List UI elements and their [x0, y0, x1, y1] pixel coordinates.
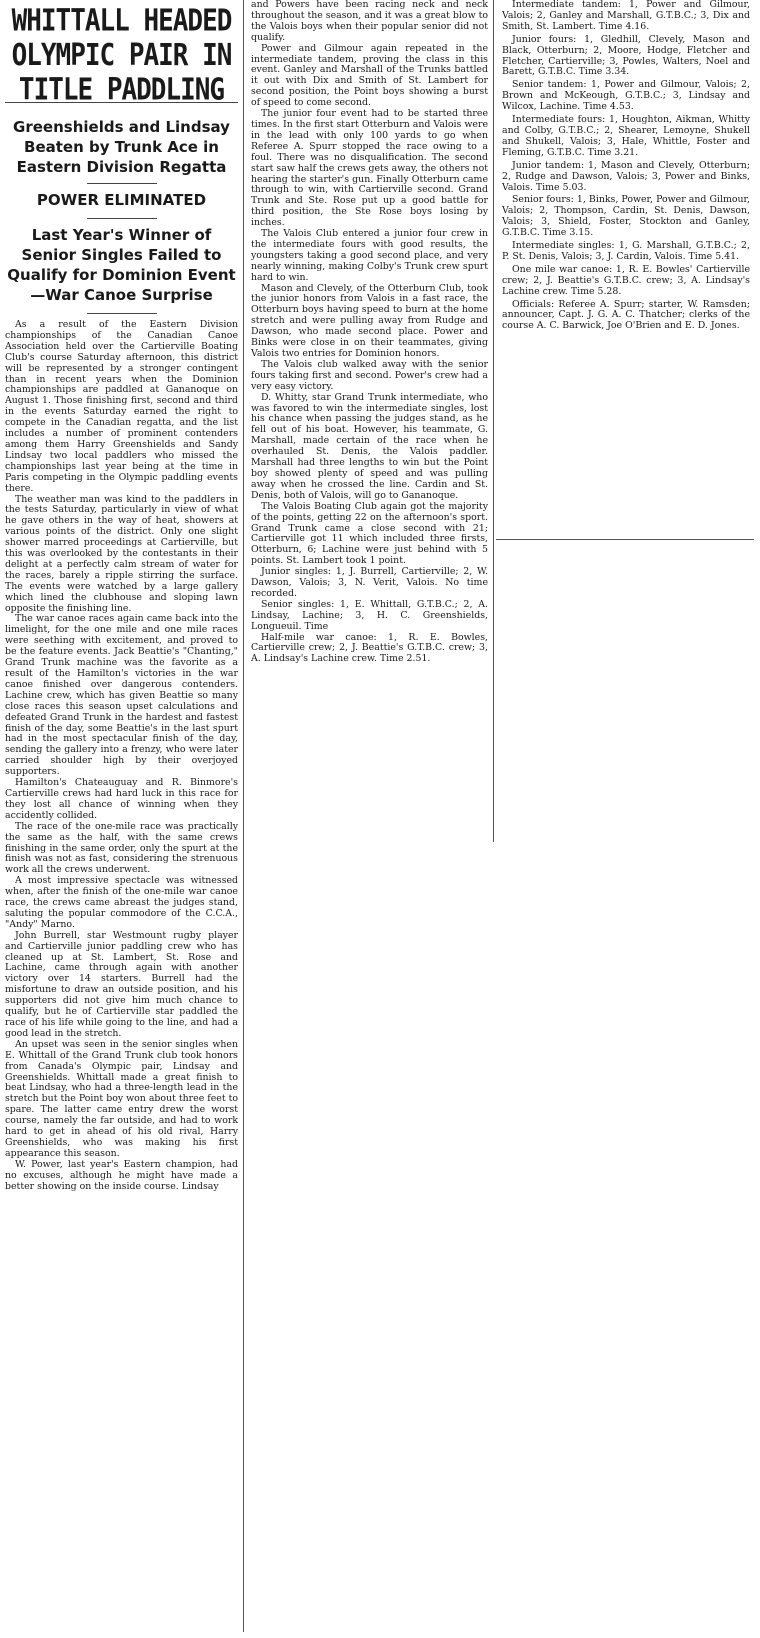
- paragraph: A most impressive spectacle was witnessed when, after the finish of the one-mile war canoe race, the crews came abreast the judges stand, saluting the popular commodore of the C.C.A., "Andy" Marno.: [5, 875, 238, 930]
- column-1: [2, 0, 244, 1632]
- paragraph: Power and Gilmour again repeated in the intermediate tandem, proving the class in this event. Ganley and Marshall of the Trunks battled it out with Dix and Smith of St. Lambert for second position, the Point boys showing a burst of speed to come second.: [251, 42, 488, 109]
- rule: [87, 218, 157, 219]
- paragraph: The junior four event had to be started three times. In the first start Otterburn and Valois were in the lead with only 100 yards to go when Referee A. Spurr stopped the race owing to a foul. There was no disqualification. The second start saw half the crews gets away, the others not hearing the starter's gun. Finally Otterburn came through to win, with Cartierville second. Grand Trunk and Ste. Rose put up a good battle for third position, the Ste Rose boys losing by inches.: [251, 108, 488, 229]
- result-paragraph: Intermediate fours: 1, Houghton, Aikman, Whitty and Colby, G.T.B.C.; 2, Shearer, Lemoyne, Shukell and Shukell, Valois; 3, Hale, Whittle, Foster and Fleming, G.T.B.C. Time 3.21.: [502, 114, 750, 158]
- result-paragraph: Senior tandem: 1, Power and Gilmour, Valois; 2, Brown and McKeough, G.T.B.C.; 3, Lindsay and Wilcox, Lachine. Time 4.53.: [502, 79, 750, 113]
- result-paragraph: Officials: Referee A. Spurr; starter, W. Ramsden; announcer, Capt. J. G. A. C. Thatcher; clerks of the course A. C. Barwick, Joe O'Brien and E. D. Jones.: [502, 298, 750, 332]
- rule: [87, 313, 157, 314]
- result-paragraph: Intermediate singles: 1, G. Marshall, G.T.B.C.; 2, P. St. Denis, Valois; 3, J. Cardin, Valois. Time 5.41.: [502, 240, 750, 262]
- paragraph: An upset was seen in the senior singles when E. Whittall of the Grand Trunk club took honors from Canada's Olympic pair, Lindsay and Greenshields. Whittall made a great finish to beat Lindsay, who had a three-length lead in the stretch but the Point boy won about three feet to spare. The latter came entry drew the worst course, namely the far outside, and had to work hard to get in ahead of his old rival, Harry Greenshields, who was making his first appearance this season.: [5, 1038, 238, 1159]
- column-3: [496, 0, 754, 540]
- result-paragraph: Junior singles: 1, J. Burrell, Cartierville; 2, W. Dawson, Valois; 3, N. Verit, Valois. No time recorded.: [251, 566, 488, 599]
- paragraph: John Burrell, star Westmount rugby player and Cartierville junior paddling crew who has cleaned up at St. Lambert, St. Rose and Lachine, came through again with another victory over 14 starters. Burrell had the misfortune to draw an outside position, and his supporters did not give him much chance to qualify, but he of Cartierville star paddled the race of his life while going to the line, and had a good lead in the stretch.: [5, 929, 238, 1039]
- paragraph: and Powers have been racing neck and neck throughout the season, and it was a great blow to the Valois boys when their popular senior did not qualify.: [251, 0, 488, 43]
- paragraph: The Valois Boating Club again got the majority of the points, getting 22 on the afternoon's sport. Grand Trunk came a close second with 21; Cartierville got 11 which included three firsts, Otterburn, 6; Lachine were just behind with 5 points. St. Lambert took 1 point.: [251, 500, 488, 567]
- paragraph: The war canoe races again came back into the limelight, for the one mile and one mile races were seething with excitement, and proved to be the feature events. Jack Beattie's "Chanting," Grand Trunk machine was the favorite as a result of the Hamilton's victories in the war canoe finished over dangerous contenders. Lachine crew, which has given Beattie so many close races this season upset calculations and defeated Grand Trunk in the hardest and fastest finish of the day, some Beattie's in the last spurt had in the most spectacular finish of the day, sending the gallery into a frenzy, who were later carried shoulder high by their overjoyed supporters.: [5, 613, 238, 778]
- paragraph: As a result of the Eastern Division championships of the Canadian Canoe Association held over the Cartierville Boating Club's course Saturday afternoon, this district will be represented by a stronger contingent than in recent years when the Dominion championships are paddled at Gananoque on August 1. Those finishing first, second and third in the events Saturday earned the right to compete in the Canadian regatta, and the list includes a number of prominent contenders among them Harry Greenshields and Sandy Lindsay two local paddlers who missed the championships last year being at the time in Paris competing in the Olympic paddling events there.: [5, 319, 238, 494]
- column-2: [246, 0, 494, 842]
- result-paragraph: Senior singles: 1, E. Whittall, G.T.B.C.; 2, A. Lindsay, Lachine; 3, H. C. Greenshields, Longueuil. Time: [251, 598, 488, 632]
- paragraph: Mason and Clevely, of the Otterburn Club, took the junior honors from Valois in a fast race, the Otterburn boys having speed to burn at the home stretch and were pulling away from Rudge and Dawson, who made second place. Power and Binks were close in on their teammates, giving Valois two entries for Dominion honors.: [251, 282, 488, 359]
- paragraph: W. Power, last year's Eastern champion, had no excuses, although he might have made a better showing on the inside course. Lindsay: [5, 1158, 238, 1192]
- result-paragraph: Intermediate tandem: 1, Power and Gilmour, Valois; 2, Ganley and Marshall, G.T.B.C.; 3, Dix and Smith, St. Lambert. Time 4.16.: [502, 0, 750, 32]
- result-paragraph: Senior fours: 1, Binks, Power, Power and Gilmour, Valois; 2, Thompson, Cardin, St. Denis, Dawson, Valois; 3, Shield, Foster, Stockton and Ganley, G.T.B.C. Time 3.15.: [502, 194, 750, 239]
- rule: [87, 183, 157, 184]
- main-headline: WHITTALL HEADED OLYMPIC PAIR IN TITLE PADDLING: [11, 4, 232, 108]
- paragraph: The Valois Club entered a junior four crew in the intermediate fours with good results, the youngsters taking a good second place, and very nearly winning, making Colby's Trunk crew spurt hard to win.: [251, 228, 488, 283]
- paragraph: The Valois club walked away with the senior fours taking first and second. Power's crew had a very easy victory.: [251, 358, 488, 392]
- deck-3: Last Year's Winner of Senior Singles Failed to Qualify for Dominion Event—War Canoe Surprise: [7, 226, 236, 304]
- paragraph: The race of the one-mile race was practically the same as the half, with the same crews finishing in the same order, only the spurt at the finish was not as fast, considering the strenuous work all the crews underwent.: [5, 820, 238, 876]
- result-paragraph: Junior tandem: 1, Mason and Clevely, Otterburn; 2, Rudge and Dawson, Valois; 3, Power and Binks, Valois. Time 5.03.: [502, 159, 750, 193]
- paragraph: Hamilton's Chateauguay and R. Binmore's Cartierville crews had hard luck in this race for they lost all chance of winning when they accidently collided.: [5, 777, 238, 821]
- result-paragraph: One mile war canoe: 1, R. E. Bowles' Cartierville crew; 2, J. Beattie's G.T.B.C. crew; 3, A. Lindsay's Lachine crew. Time 5.28.: [502, 263, 750, 297]
- result-paragraph: Half-mile war canoe: 1, R. E. Bowles, Cartierville crew; 2, J. Beattie's G.T.B.C. crew; 3, A. Lindsay's Lachine crew. Time 2.51.: [251, 631, 488, 665]
- deck-2: POWER ELIMINATED: [36, 191, 207, 209]
- paragraph: D. Whitty, star Grand Trunk intermediate, who was favored to win the intermediate singles, lost his chance when passing the judges stand, as he fell out of his boat. However, his teammate, G. Marshall, made certain of the race when he overhauled St. Denis, the Valois paddler. Marshall had three lengths to win but the Point boy showed plenty of speed and was pulling away when he crossed the line. Cardin and St. Denis, both of Valois, will go to Gananoque.: [251, 391, 488, 501]
- result-paragraph: Junior fours: 1, Gledhill, Clevely, Mason and Black, Otterburn; 2, Moore, Hodge, Fletcher and Fletcher, Cartierville; 3, Powles, Walters, Noel and Barett, G.T.B.C. Time 3.34.: [502, 33, 750, 78]
- deck-1: Greenshields and Lindsay Beaten by Trunk Ace in Eastern Division Regatta: [13, 118, 230, 176]
- paragraph: The weather man was kind to the paddlers in the tests Saturday, particularly in view of what he gave others in the way of heat, showers at various points of the district. Only one slight shower marred proceedings at Cartierville, but this was overlooked by the contestants in their delight at a perfectly calm stream of water for the races, barely a ripple stirring the surface. The events were watched by a large gallery which lined the clubhouse and sloping lawn opposite the finishing line.: [5, 493, 238, 614]
